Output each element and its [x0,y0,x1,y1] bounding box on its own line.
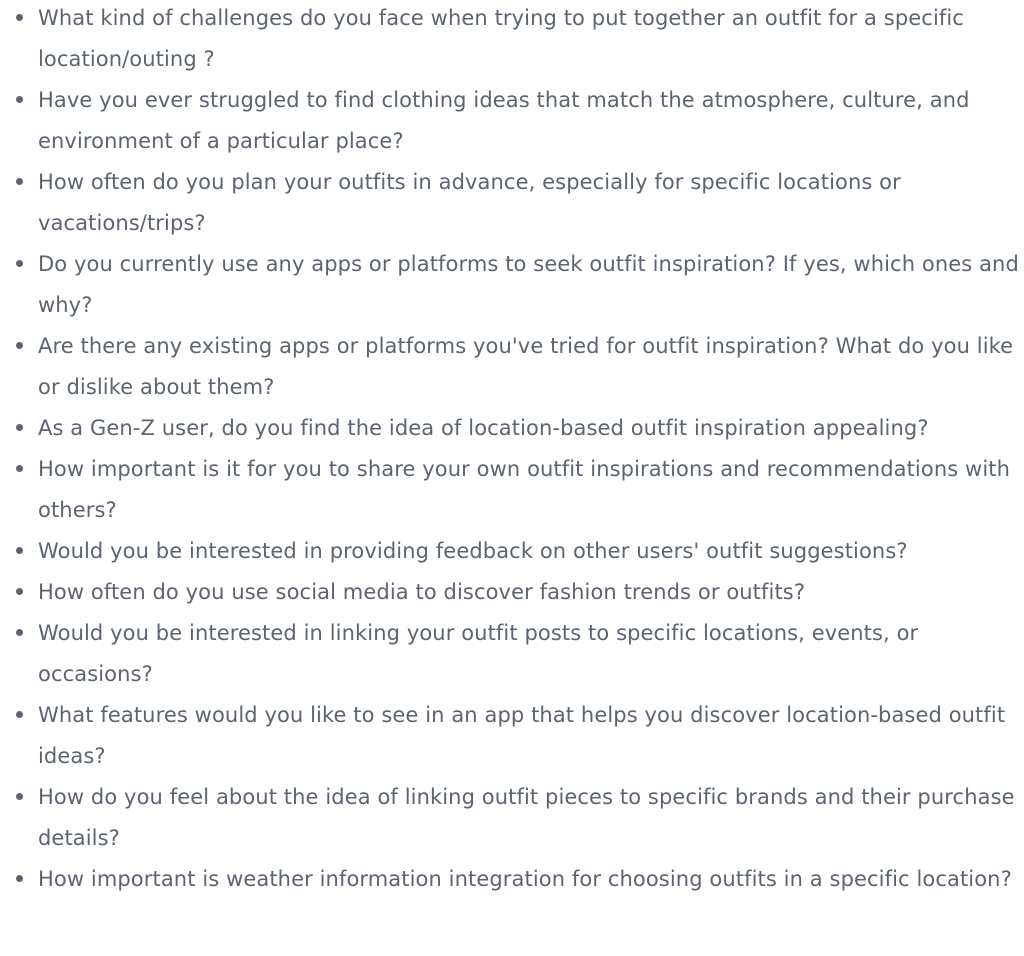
list-item: How often do you use social media to discover fashion trends or outfits? [0,572,1024,613]
list-item: What kind of challenges do you face when trying to put together an outfit for a specific location/outing ? [0,0,1024,80]
list-item: Have you ever struggled to find clothing ideas that match the atmosphere, culture, and environment of a particular place? [0,80,1024,162]
list-item: Would you be interested in providing feedback on other users' outfit suggestions? [0,531,1024,572]
list-item: How important is it for you to share your own outfit inspirations and recommendations with others? [0,449,1024,531]
list-item: How do you feel about the idea of linking outfit pieces to specific brands and their purchase details? [0,777,1024,859]
list-item: How important is weather information integration for choosing outfits in a specific location? [0,859,1024,900]
list-item: Are there any existing apps or platforms you've tried for outfit inspiration? What do you like or dislike about them? [0,326,1024,408]
list-item: As a Gen-Z user, do you find the idea of location-based outfit inspiration appealing? [0,408,1024,449]
list-item: How often do you plan your outfits in advance, especially for specific locations or vacations/trips? [0,162,1024,244]
list-item: Would you be interested in linking your outfit posts to specific locations, events, or occasions? [0,613,1024,695]
list-item: Do you currently use any apps or platforms to seek outfit inspiration? If yes, which ones and why? [0,244,1024,326]
list-item: What features would you like to see in an app that helps you discover location-based outfit ideas? [0,695,1024,777]
